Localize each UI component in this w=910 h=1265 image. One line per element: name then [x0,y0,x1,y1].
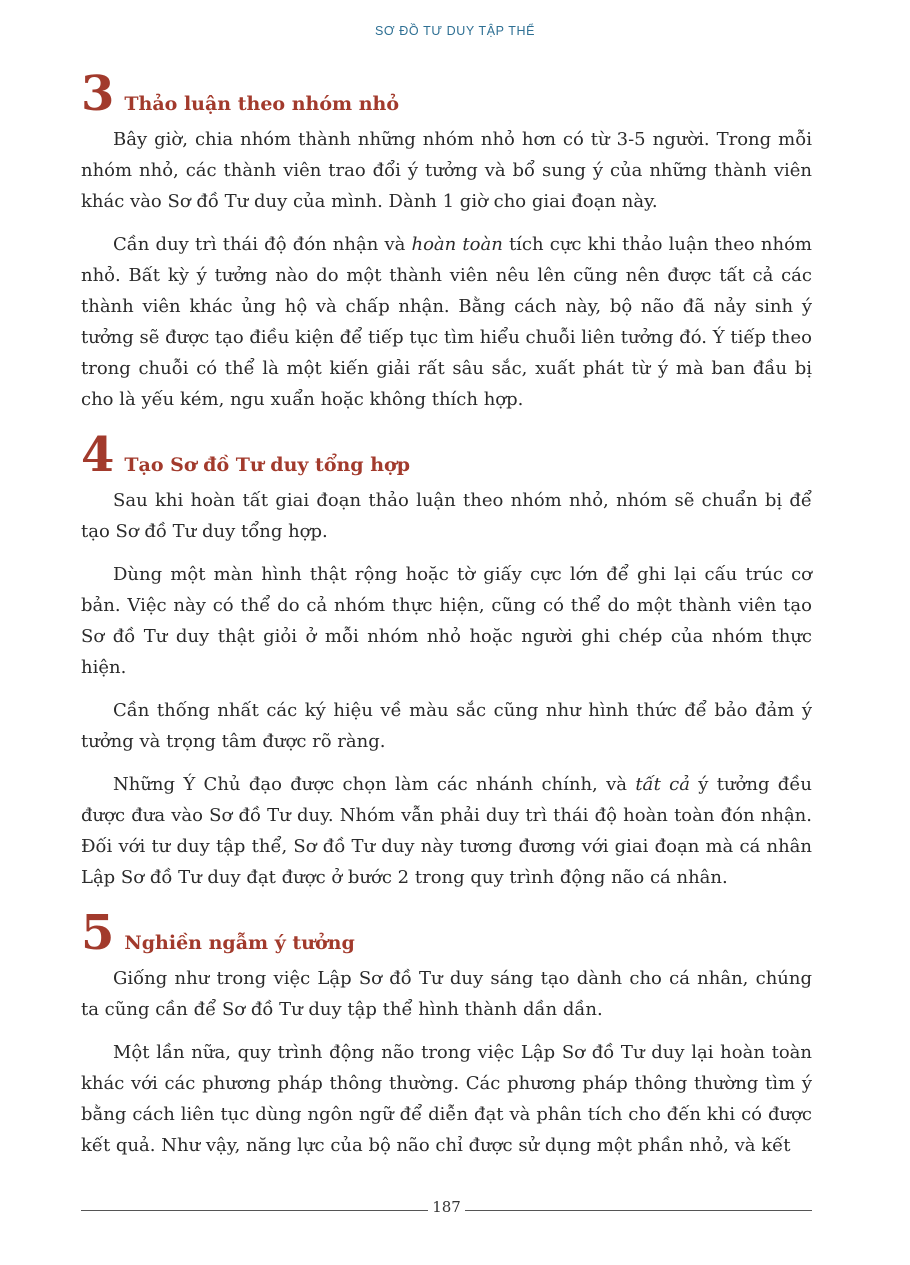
section-number: 4 [81,427,115,483]
section-title: Thảo luận theo nhóm nhỏ [124,93,400,115]
paragraph: Sau khi hoàn tất giai đoạn thảo luận theo nhóm nhỏ, nhóm sẽ chuẩn bị để tạo Sơ đồ Tư duy tổng hợp. [81,490,812,542]
page-footer [81,1198,812,1216]
paragraph [81,769,812,893]
section-number: 3 [81,66,115,122]
section-title: Nghiền ngẫm ý tưởng [124,932,355,954]
section-title: Tạo Sơ đồ Tư duy tổng hợp [124,454,410,476]
paragraph: Dùng một màn hình thật rộng hoặc tờ giấy cực lớn để ghi lại cấu trúc cơ bản. Việc này có thể do cả nhóm thực hiện, cũng có thể do một thành viên tạo Sơ đồ Tư duy thật giỏi ở mỗi nhóm nhỏ hoặc người ghi chép của nhóm thực hiện. [81,564,812,678]
paragraph: Bây giờ, chia nhóm thành những nhóm nhỏ hơn có từ 3-5 người. Trong mỗi nhóm nhỏ, các thành viên trao đổi ý tưởng và bổ sung ý của những thành viên khác vào Sơ đồ Tư duy của mình. Dành 1 giờ cho giai đoạn này. [81,129,812,212]
paragraph-text: Những Ý Chủ đạo được chọn làm các nhánh chính, và [113,774,636,795]
paragraph [81,229,812,415]
emphasis-text: hoàn toàn [411,234,503,255]
section-heading [81,905,812,961]
section-4 [81,427,812,893]
paragraph-text: Cần duy trì thái độ đón nhận và [113,234,412,255]
section-3 [81,66,812,415]
page-number: 187 [432,1198,461,1216]
paragraph-text: tích cực khi thảo luận theo nhóm nhỏ. Bất kỳ ý tưởng nào do một thành viên nêu lên cũng nên được tất cả các thành viên khác ủng hộ và chấp nhận. Bằng cách này, bộ não đã nảy sinh ý tưởng sẽ được tạo điều kiện để tiếp tục tìm hiểu chuỗi liên tưởng đó. Ý tiếp theo trong chuỗi có thể là một kiến giải rất sâu sắc, xuất phát từ ý mà ban đầu bị cho là yếu kém, ngu xuẩn hoặc không thích hợp. [81,234,812,410]
section-5 [81,905,812,1161]
running-header: SƠ ĐỒ TƯ DUY TẬP THỂ [374,24,536,38]
footer-rule-left [81,1210,428,1211]
section-heading [81,66,812,122]
paragraph: Cần thống nhất các ký hiệu về màu sắc cũng như hình thức để bảo đảm ý tưởng và trọng tâm được rõ ràng. [81,700,812,752]
paragraph: Một lần nữa, quy trình động não trong việc Lập Sơ đồ Tư duy lại hoàn toàn khác với các phương pháp thông thường. Các phương pháp thông thường tìm ý bằng cách liên tục dùng ngôn ngữ để diễn đạt và phân tích cho đến khi có được kết quả. Như vậy, năng lực của bộ não chỉ được sử dụng một phần nhỏ, và kết [81,1042,812,1156]
page-content [81,66,812,1177]
footer-rule-right [465,1210,812,1211]
section-number: 5 [81,905,115,961]
section-heading [81,427,812,483]
emphasis-text: tất cả [635,774,690,795]
paragraph-text: ý tưởng đều được đưa vào Sơ đồ Tư duy. Nhóm vẫn phải duy trì thái độ hoàn toàn đón nhận. Đối với tư duy tập thể, Sơ đồ Tư duy này tương đương với giai đoạn mà cá nhân Lập Sơ đồ Tư duy đạt được ở bước 2 trong quy trình động não cá nhân. [81,774,812,888]
paragraph: Giống như trong việc Lập Sơ đồ Tư duy sáng tạo dành cho cá nhân, chúng ta cũng cần để Sơ đồ Tư duy tập thể hình thành dần dần. [81,968,812,1020]
